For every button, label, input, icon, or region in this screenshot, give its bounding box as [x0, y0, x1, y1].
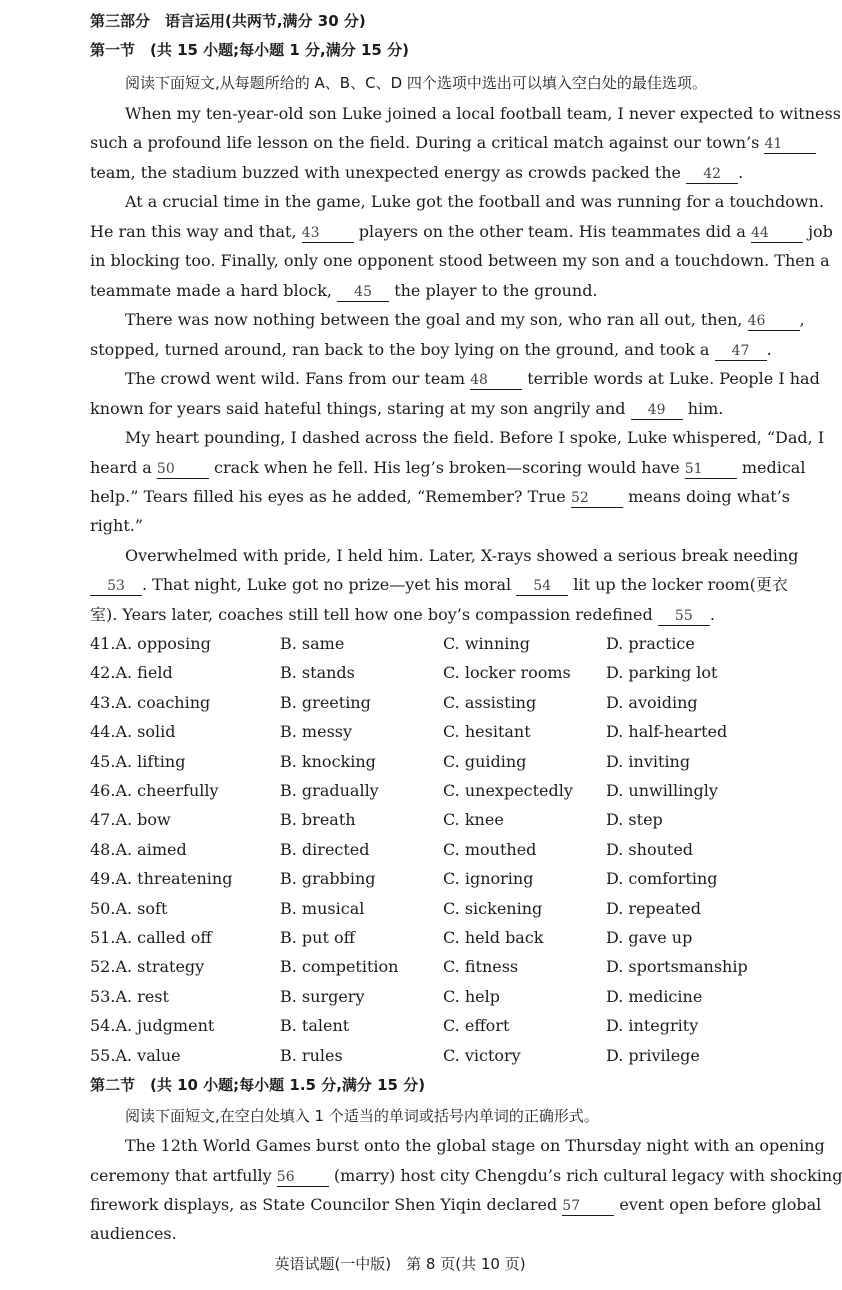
blank-55[interactable]: 55 [658, 608, 710, 626]
blank-43[interactable]: 43 [302, 225, 354, 243]
passage-text: teammate made a hard block, [90, 281, 332, 300]
option-label: B. surgery [280, 986, 365, 1006]
question-number: 50. [90, 898, 116, 918]
option-label: C. mouthed [443, 839, 537, 859]
option-label: A. bow [115, 810, 171, 830]
passage-text: . [766, 340, 772, 359]
option-b[interactable] [280, 634, 344, 654]
option-d[interactable] [606, 781, 718, 801]
passage-text: , [799, 310, 805, 329]
option-label: A. called off [115, 928, 212, 947]
passage-text: job [808, 222, 833, 241]
blank-52[interactable]: 52 [571, 490, 623, 508]
passage-text: (marry) host city Chengdu’s rich cultural legacy with shocking [333, 1166, 842, 1185]
option-label: A. field [115, 663, 173, 683]
passage-text: The crowd went wild. Fans from our team [125, 369, 466, 388]
option-d[interactable] [606, 752, 690, 772]
option-label: D. practice [606, 634, 695, 653]
passage-text: stopped, turned around, ran back to the boy lying on the ground, and took a [90, 340, 710, 359]
option-a[interactable] [90, 693, 210, 713]
option-label: D. privilege [606, 1045, 700, 1065]
option-b[interactable] [280, 781, 379, 801]
passage-text: lit up the locker room(更衣 [573, 575, 788, 594]
option-label: A. aimed [115, 839, 187, 859]
option-b[interactable] [280, 1046, 343, 1066]
question-number: 53. [90, 986, 116, 1006]
option-label: C. ignoring [443, 869, 534, 889]
option-label: D. integrity [606, 1016, 699, 1036]
option-label: D. sportsmanship [606, 957, 748, 977]
blank-54[interactable]: 54 [516, 578, 568, 596]
passage-text: . [738, 163, 744, 182]
passage-line [90, 605, 790, 626]
option-b[interactable] [280, 987, 365, 1007]
option-label: C. locker rooms [443, 663, 571, 683]
option-label: B. put off [280, 928, 355, 947]
option-c[interactable] [443, 957, 518, 977]
option-label: C. effort [443, 1016, 510, 1036]
passage-line [90, 133, 790, 154]
option-d[interactable] [606, 634, 695, 654]
option-label: A. cheerfully [115, 781, 219, 800]
passage-line: audiences. [90, 1224, 177, 1243]
option-label: A. lifting [115, 751, 186, 771]
option-b[interactable] [280, 928, 355, 948]
option-label: A. opposing [115, 634, 211, 653]
option-label: D. comforting [606, 869, 718, 889]
option-c[interactable] [443, 1016, 509, 1036]
option-d[interactable] [606, 693, 698, 713]
option-b[interactable] [280, 722, 352, 742]
section1-header-text: 第一节 (共 15 小题;每小题 1 分,满分 15 分) [90, 41, 409, 59]
option-d[interactable] [606, 810, 663, 830]
option-c[interactable] [443, 899, 542, 919]
option-label: C. fitness [443, 957, 519, 977]
question-number: 45. [90, 751, 116, 771]
option-a[interactable] [90, 1046, 181, 1066]
passage-text: known for years said hateful things, staring at my son angrily and [90, 399, 626, 418]
option-label: A. threatening [115, 869, 233, 889]
option-label: C. assisting [443, 692, 537, 712]
option-label: D. step [606, 810, 663, 830]
option-a[interactable] [90, 752, 185, 772]
option-b[interactable] [280, 693, 371, 713]
option-c[interactable] [443, 634, 530, 654]
option-a[interactable] [90, 987, 169, 1007]
passage-text: event open before global [619, 1195, 822, 1214]
option-label: A. judgment [115, 1016, 215, 1036]
blank-51[interactable]: 51 [685, 461, 737, 479]
passage-line [90, 399, 790, 420]
option-c[interactable] [443, 722, 531, 742]
option-c[interactable] [443, 693, 536, 713]
option-b[interactable] [280, 810, 356, 830]
option-label: A. soft [115, 898, 168, 918]
option-label: B. directed [280, 839, 370, 859]
option-label: D. parking lot [606, 663, 718, 683]
blank-45[interactable]: 45 [337, 284, 389, 302]
option-d[interactable] [606, 957, 748, 977]
option-label: B. grabbing [280, 869, 376, 889]
blank-48[interactable]: 48 [470, 372, 522, 390]
option-d[interactable] [606, 1046, 700, 1066]
passage-text: ceremony that artfully [90, 1166, 272, 1185]
passage-line: in blocking too. Finally, only one opponent stood between my son and a touchdown. Then a [90, 251, 830, 270]
option-c[interactable] [443, 781, 573, 801]
option-label: C. winning [443, 634, 530, 653]
option-a[interactable] [90, 840, 187, 860]
passage-text: . That night, Luke got no prize—yet his moral [142, 575, 512, 594]
blank-42[interactable]: 42 [686, 166, 738, 184]
option-label: D. repeated [606, 898, 701, 918]
passage-text: heard a [90, 458, 152, 477]
option-label: C. unexpectedly [443, 781, 573, 800]
blank-56[interactable]: 56 [277, 1169, 329, 1187]
question-number: 48. [90, 839, 116, 859]
question-number: 44. [90, 722, 116, 742]
option-label: D. inviting [606, 751, 691, 771]
question-number: 54. [90, 1016, 116, 1036]
question-number: 55. [90, 1045, 116, 1065]
option-b[interactable] [280, 957, 398, 977]
question-number: 52. [90, 957, 116, 977]
option-d[interactable] [606, 1016, 698, 1036]
passage-line: My heart pounding, I dashed across the field. Before I spoke, Luke whispered, “Dad, I [125, 428, 825, 447]
passage-text: terrible words at Luke. People I had [527, 369, 820, 388]
option-label: C. guiding [443, 751, 527, 771]
blank-53[interactable]: 53 [90, 578, 142, 596]
option-b[interactable] [280, 1016, 349, 1036]
passage-text: such a profound life lesson on the field. During a critical match against our town’s [90, 133, 760, 152]
question-number: 47. [90, 810, 116, 830]
option-label: A. value [115, 1045, 181, 1065]
option-a[interactable] [90, 957, 204, 977]
option-label: D. medicine [606, 986, 703, 1006]
section2-instruction: 阅读下面短文,在空白处填入 1 个适当的单词或括号内单词的正确形式。 [125, 1107, 599, 1125]
page-footer: 英语试题(一中版) 第 8 页(共 10 页) [274, 1255, 526, 1273]
question-number: 49. [90, 869, 116, 889]
passage-line [90, 1166, 842, 1187]
option-label: B. gradually [280, 781, 379, 800]
option-a[interactable] [90, 663, 173, 683]
passage-text: There was now nothing between the goal and my son, who ran all out, then, [125, 310, 743, 329]
passage-text: help.” Tears filled his eyes as he added, “Remember? True [90, 487, 566, 506]
option-label: B. rules [280, 1045, 343, 1065]
option-a[interactable] [90, 810, 171, 830]
part-header: 第三部分 语言运用(共两节,满分 30 分) [90, 12, 366, 30]
option-c[interactable] [443, 928, 544, 948]
option-a[interactable] [90, 634, 211, 654]
option-c[interactable] [443, 869, 533, 889]
passage-line: When my ten-year-old son Luke joined a local football team, I never expected to witness [125, 104, 841, 123]
option-label: D. shouted [606, 839, 694, 859]
passage-text: . [709, 605, 715, 624]
option-d[interactable] [606, 663, 717, 683]
passage-line [90, 281, 790, 302]
passage-text: crack when he fell. His leg’s broken—scoring would have [214, 458, 680, 477]
passage-line [90, 222, 833, 243]
passage-text: medical [741, 458, 806, 477]
section2-header [90, 1075, 790, 1095]
option-label: B. stands [280, 663, 355, 683]
option-a[interactable] [90, 928, 212, 948]
option-c[interactable] [443, 840, 536, 860]
blank-41[interactable]: 41 [764, 136, 816, 154]
question-number: 42. [90, 663, 116, 683]
option-label: C. hesitant [443, 722, 531, 742]
passage-line: The 12th World Games burst onto the global stage on Thursday night with an opening [125, 1136, 825, 1155]
option-d[interactable] [606, 840, 693, 860]
passage-line [90, 487, 790, 508]
option-c[interactable] [443, 810, 504, 830]
section1-instruction: 阅读下面短文,从每题所给的 A、B、C、D 四个选项中选出可以填入空白处的最佳选项。 [125, 74, 707, 92]
section1-header [90, 40, 790, 60]
option-d[interactable] [606, 987, 702, 1007]
question-number: 41. [90, 634, 116, 653]
option-label: C. held back [443, 928, 544, 947]
option-label: A. coaching [115, 692, 211, 712]
option-label: D. gave up [606, 928, 693, 947]
passage-text: He ran this way and that, [90, 222, 297, 241]
passage-text: firework displays, as State Councilor Shen Yiqin declared [90, 1195, 558, 1214]
question-number: 46. [90, 781, 116, 800]
passage-text: the player to the ground. [394, 281, 598, 300]
option-b[interactable] [280, 663, 355, 683]
option-label: C. knee [443, 810, 504, 830]
option-label: D. avoiding [606, 692, 698, 712]
option-d[interactable] [606, 722, 727, 742]
section2-header-text: 第二节 (共 10 小题;每小题 1.5 分,满分 15 分) [90, 1076, 426, 1094]
option-c[interactable] [443, 987, 500, 1007]
option-a[interactable] [90, 781, 219, 801]
question-number: 43. [90, 692, 116, 712]
option-b[interactable] [280, 840, 370, 860]
option-label: A. strategy [115, 957, 205, 977]
option-d[interactable] [606, 928, 692, 948]
passage-text: team, the stadium buzzed with unexpected energy as crowds packed the [90, 163, 682, 182]
option-b[interactable] [280, 752, 376, 772]
passage-line [90, 163, 790, 184]
option-label: B. messy [280, 722, 353, 742]
option-label: B. knocking [280, 751, 376, 771]
passage-text: means doing what’s [628, 487, 791, 506]
question-number: 51. [90, 928, 116, 947]
passage-line: right.” [90, 516, 144, 535]
option-c[interactable] [443, 1046, 521, 1066]
option-a[interactable] [90, 722, 176, 742]
option-label: A. rest [115, 986, 169, 1006]
option-label: C. help [443, 986, 500, 1006]
option-a[interactable] [90, 869, 232, 889]
option-label: B. musical [280, 898, 365, 918]
option-c[interactable] [443, 752, 526, 772]
option-d[interactable] [606, 869, 718, 889]
blank-50[interactable]: 50 [157, 461, 209, 479]
option-label: B. same [280, 634, 345, 653]
option-label: B. breath [280, 810, 356, 830]
passage-line: At a crucial time in the game, Luke got the football and was running for a touchdown. [125, 192, 824, 211]
passage-line: Overwhelmed with pride, I held him. Later, X-rays showed a serious break needing [125, 546, 799, 565]
passage-text: 室). Years later, coaches still tell how one boy’s compassion redefined [90, 605, 653, 624]
passage-text: him. [687, 399, 724, 418]
option-b[interactable] [280, 869, 376, 889]
option-label: D. unwillingly [606, 781, 718, 800]
passage-line [90, 340, 790, 361]
blank-57[interactable]: 57 [562, 1198, 614, 1216]
passage-line [125, 310, 805, 331]
passage-text: players on the other team. His teammates did a [358, 222, 746, 241]
blank-46[interactable]: 46 [748, 313, 800, 331]
option-a[interactable] [90, 1016, 214, 1036]
passage-line [90, 575, 790, 596]
option-label: B. talent [280, 1016, 350, 1036]
blank-49[interactable]: 49 [631, 402, 683, 420]
option-label: D. half-hearted [606, 722, 728, 742]
option-label: C. victory [443, 1045, 521, 1065]
option-label: B. greeting [280, 692, 371, 712]
option-label: B. competition [280, 957, 399, 977]
passage-line [125, 369, 820, 390]
option-a[interactable] [90, 899, 167, 919]
passage-line [90, 1195, 822, 1216]
blank-44[interactable]: 44 [751, 225, 803, 243]
option-b[interactable] [280, 899, 364, 919]
blank-47[interactable]: 47 [715, 343, 767, 361]
option-d[interactable] [606, 899, 701, 919]
passage-line [90, 458, 806, 479]
option-label: A. solid [115, 722, 176, 742]
option-label: C. sickening [443, 898, 543, 918]
option-c[interactable] [443, 663, 571, 683]
